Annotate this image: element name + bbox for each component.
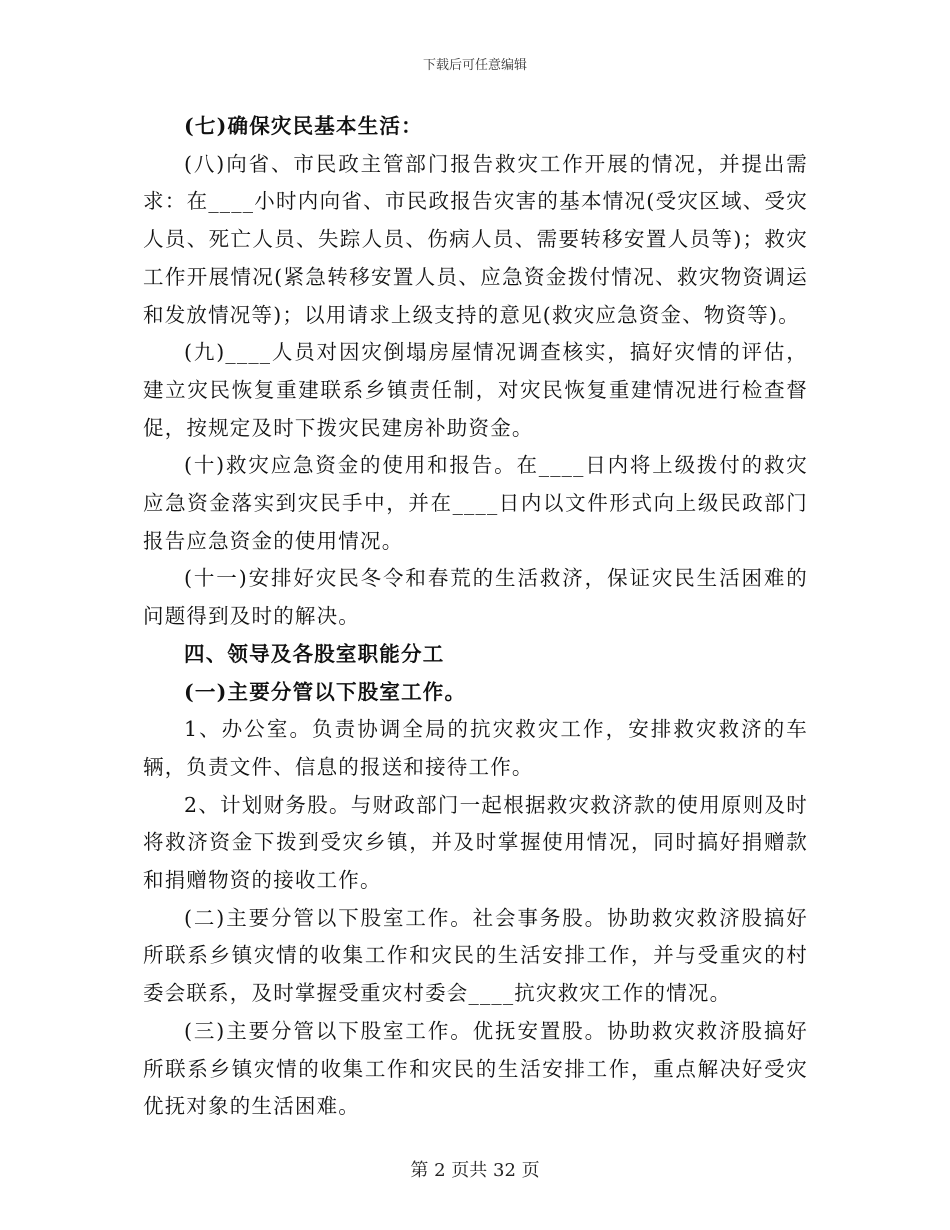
paragraph-11: (十一)安排好灾民冬令和春荒的生活救济，保证灾民生活困难的问题得到及时的解决。	[143, 566, 808, 629]
subsection-heading-1: (一)主要分管以下股室工作。	[184, 679, 467, 704]
page-header: 下载后可任意编辑	[422, 58, 527, 73]
paragraph-7: (七)确保灾民基本生活：	[184, 114, 423, 138]
section-heading-4: 四、领导及各股室职能分工	[184, 641, 445, 666]
document-body	[143, 108, 808, 1126]
item-office: 1、办公室。负责协调全局的抗灾救灾工作，安排救灾救济的车辆，负责文件、信息的报送和接待工作。	[143, 717, 808, 779]
subsection-3: (三)主要分管以下股室工作。优抚安置股。协助救灾救济股搞好所联系乡镇灾情的收集工作和灾民的生活安排工作，重点解决好受灾优抚对象的生活困难。	[143, 1018, 808, 1119]
subsection-2: (二)主要分管以下股室工作。社会事务股。协助救灾救济股搞好所联系乡镇灾情的收集工作和灾民的生活安排工作，并与受重灾的村委会联系，及时掌握受重灾村委会____抗灾救灾工作的情况。	[143, 905, 808, 1006]
paragraph-10: (十)救灾应急资金的使用和报告。在____日内将上级拨付的救灾应急资金落实到灾民手中，并在____日内以文件形式向上级民政部门报告应急资金的使用情况。	[143, 453, 808, 553]
page-footer: 第 2 页共 32 页	[410, 1160, 540, 1181]
paragraph-8: (八)向省、市民政主管部门报告救灾工作开展的情况，并提出需求：在____小时内向省、市民政报告灾害的基本情况(受灾区域、受灾人员、死亡人员、失踪人员、伤病人员、需要转移安置人员等)；救灾工作开展情况(紧急转移安置人员、应急资金拨付情况、救灾物资调运和发放情况等)；以用请求上级支持的意见(救灾应急资金、物资等)。	[143, 151, 808, 327]
item-finance: 2、计划财务股。与财政部门一起根据救灾救济款的使用原则及时将救济资金下拨到受灾乡镇，并及时掌握使用情况，同时搞好捐赠款和捐赠物资的接收工作。	[143, 792, 808, 893]
paragraph-9: (九)____人员对因灾倒塌房屋情况调查核实，搞好灾情的评估，建立灾民恢复重建联系乡镇责任制，对灾民恢复重建情况进行检查督促，按规定及时下拨灾民建房补助资金。	[143, 340, 808, 440]
